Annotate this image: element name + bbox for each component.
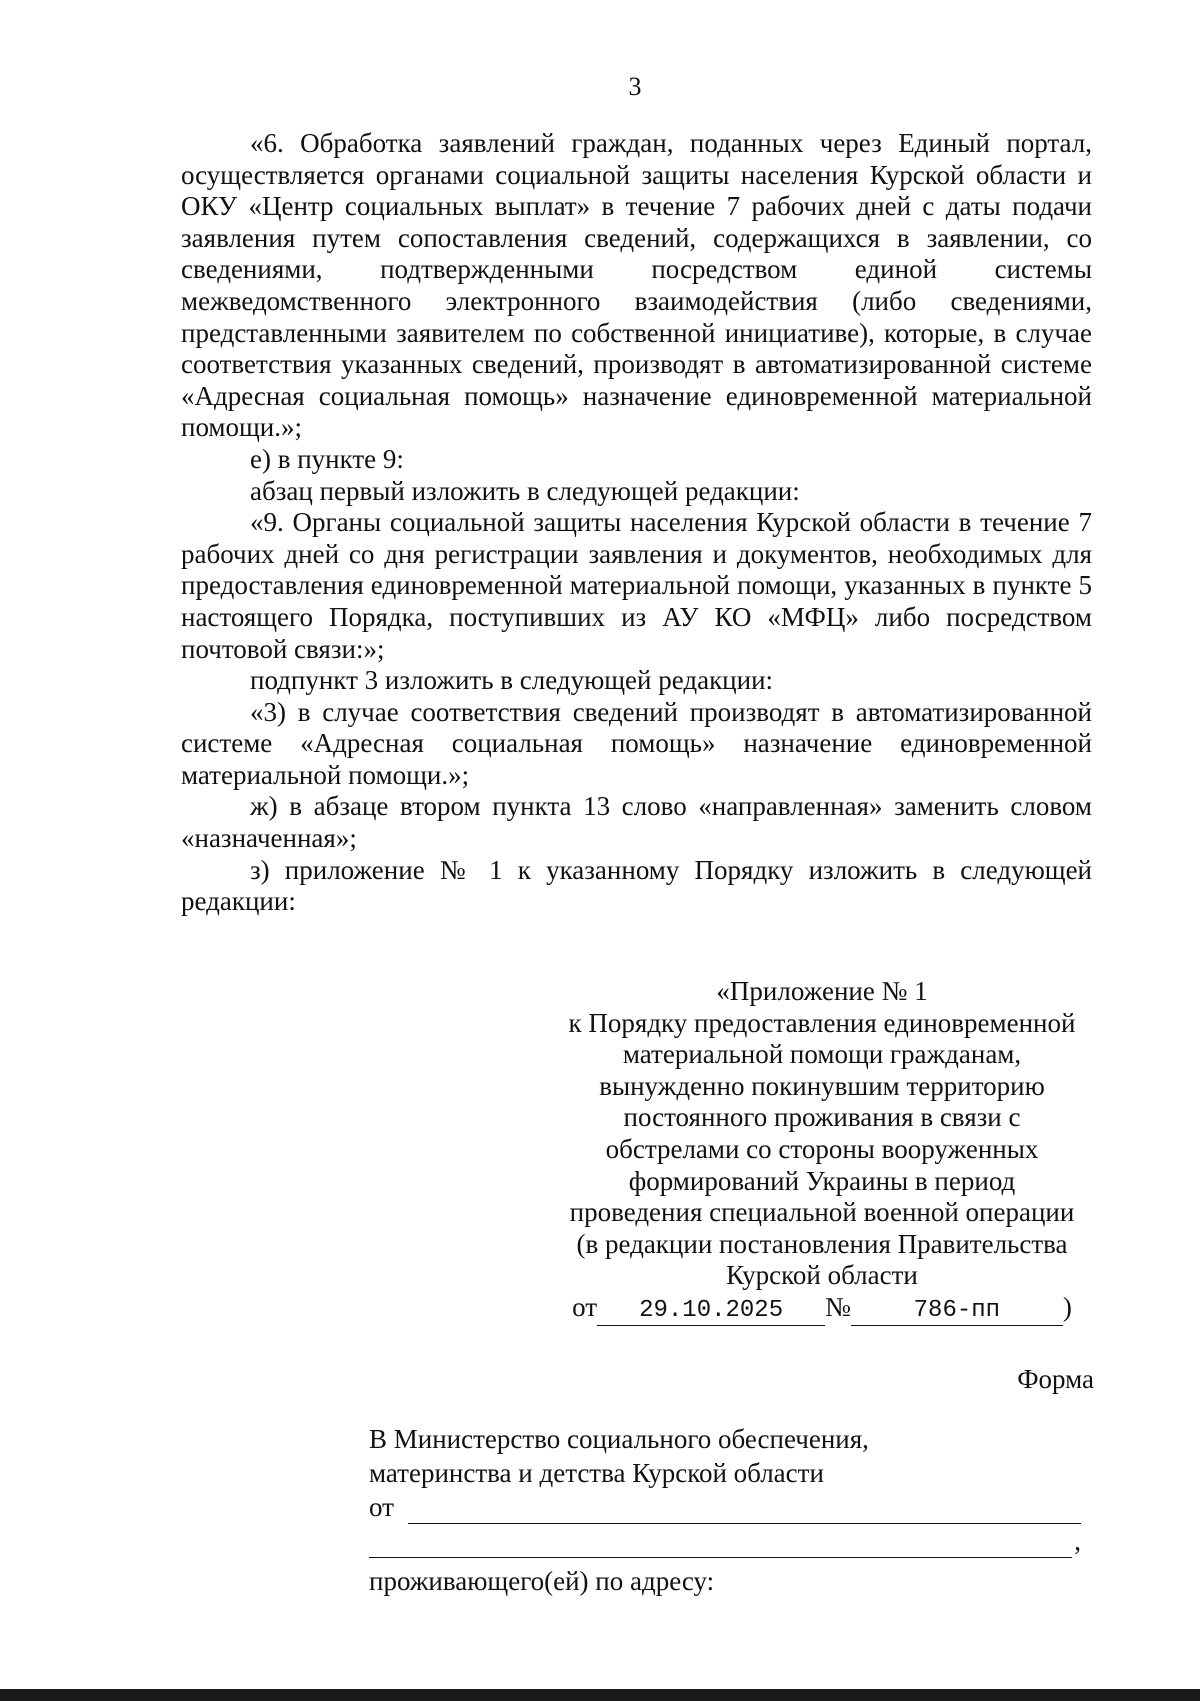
addressee-line-2: материнства и детства Курской области bbox=[369, 1458, 824, 1488]
address-label: проживающего(ей) по адресу: bbox=[369, 1566, 715, 1596]
appendix-line: Курской области bbox=[726, 1260, 918, 1291]
appendix-line: материальной помощи гражданам, bbox=[622, 1039, 1022, 1070]
paragraph-subpoint-3-text: «3) в случае соответствия сведений производят в автоматизированной системе «Адресная социальная помощь» назначение единовременной материальной помощи.»; bbox=[181, 696, 1092, 790]
paragraph-appendix-1: з) приложение № 1 к указанному Порядку изложить в следующей редакции: bbox=[181, 854, 1092, 917]
page-number: 3 bbox=[628, 72, 642, 101]
paragraph-subpoint-3: подпункт 3 изложить в следующей редакции: bbox=[250, 665, 774, 696]
addressee-line-1: В Министерство социального обеспечения, bbox=[369, 1424, 869, 1454]
paragraph-first-abzac: абзац первый изложить в следующей редакции: bbox=[250, 475, 800, 506]
appendix-header bbox=[548, 976, 1096, 1326]
from-row bbox=[369, 1490, 1081, 1524]
scan-border bbox=[0, 1689, 1200, 1701]
form-label: Форма bbox=[1017, 1364, 1094, 1394]
appendix-line: обстрелами со стороны вооруженных bbox=[605, 1133, 1039, 1164]
name-blank-line bbox=[369, 1533, 1072, 1558]
appendix-line: постоянного проживания в связи с bbox=[623, 1102, 1021, 1133]
decree-reference bbox=[548, 1292, 1096, 1326]
closing-bracket: ) bbox=[1062, 1291, 1072, 1322]
name-row bbox=[369, 1524, 1081, 1558]
from-label: от bbox=[369, 1492, 394, 1522]
appendix-line: формирований Украины в период bbox=[628, 1165, 1016, 1196]
paragraph-item-6: «6. Обработка заявлений граждан, поданных через Единый портал, осуществляется органами социальной защиты населения Курской области и ОКУ «Центр социальных выплат» в течение 7 рабочих дней с даты подачи заявления путем сопоставления сведений, содержащихся в заявлении, со сведениями, подтвержденными посредством единой системы межведомственного электронного взаимодействия (либо сведениями, представленными заявителем по собственной инициативе), которые, в случае соответствия указанных сведений, производят в автоматизированной системе «Адресная социальная помощь» назначение единовременной материальной помощи.»; bbox=[181, 128, 1092, 443]
appendix-line: вынужденно покинувшим территорию bbox=[599, 1070, 1045, 1101]
decree-number: 786-пп bbox=[851, 1297, 1063, 1326]
appendix-line: проведения специальной военной операции bbox=[569, 1197, 1075, 1228]
body-text bbox=[181, 128, 1092, 918]
paragraph-point-13: ж) в абзаце втором пункта 13 слово «направленная» заменить словом «назначенная»; bbox=[181, 791, 1092, 854]
name-comma: , bbox=[1074, 1526, 1081, 1556]
date-prefix: от bbox=[572, 1291, 598, 1322]
paragraph-point-9: е) в пункте 9: bbox=[250, 443, 404, 474]
from-blank-line bbox=[408, 1499, 1081, 1524]
number-prefix: № bbox=[825, 1291, 851, 1322]
appendix-line: (в редакции постановления Правительства bbox=[576, 1228, 1068, 1259]
appendix-title: «Приложение № 1 bbox=[716, 976, 928, 1006]
decree-date: 29.10.2025 bbox=[597, 1297, 825, 1326]
addressee-block bbox=[369, 1422, 1081, 1598]
paragraph-item-9: «9. Органы социальной защиты населения Курской области в течение 7 рабочих дней со дня регистрации заявления и документов, необходимых для предоставления единовременной материальной помощи, указанных в пункте 5 настоящего Порядка, поступивших из АУ КО «МФЦ» либо посредством почтовой связи:»; bbox=[181, 507, 1092, 664]
appendix-line: к Порядку предоставления единовременной bbox=[568, 1007, 1076, 1038]
